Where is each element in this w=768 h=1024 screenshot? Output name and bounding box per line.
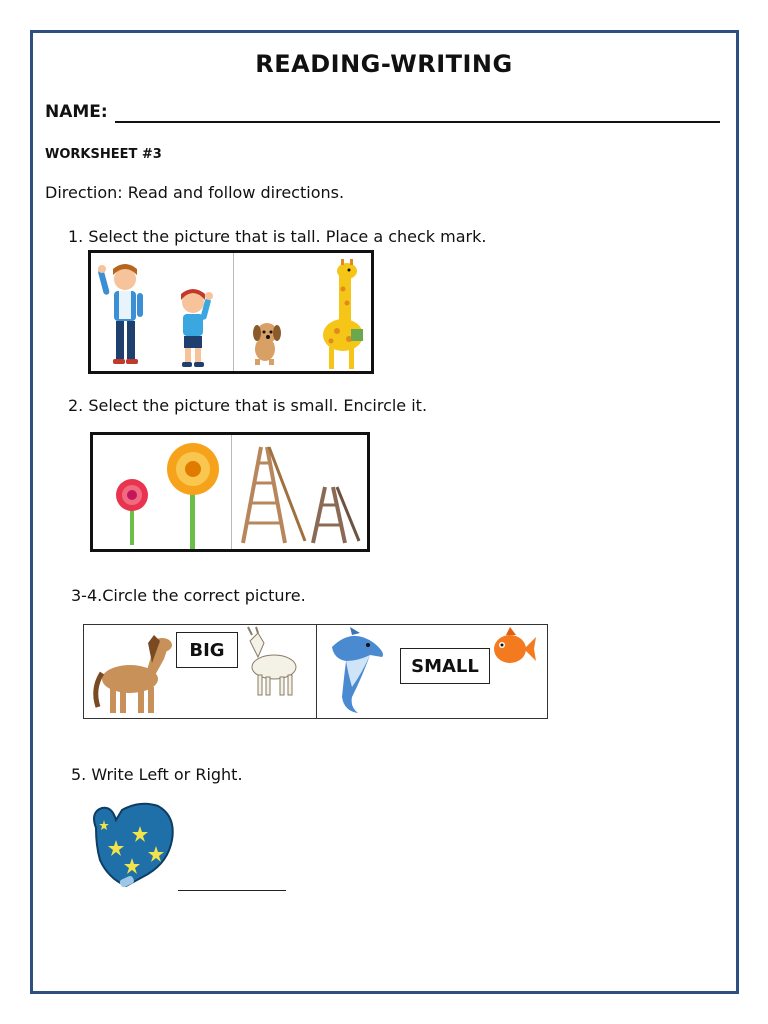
name-input-line[interactable]	[115, 121, 720, 123]
question-2: 2. Select the picture that is small. Encircle it.	[68, 396, 428, 415]
short-ladder-icon[interactable]	[311, 485, 363, 545]
q1-divider	[233, 253, 234, 371]
short-boy-icon[interactable]	[171, 288, 217, 370]
question-5: 5. Write Left or Right.	[71, 765, 243, 784]
small-label: SMALL	[400, 648, 490, 684]
big-label: BIG	[176, 632, 238, 668]
q34-divider	[316, 625, 317, 718]
worksheet-number: WORKSHEET #3	[45, 147, 162, 162]
goat-icon[interactable]	[244, 627, 304, 699]
question-1: 1. Select the picture that is tall. Place a check mark.	[68, 227, 487, 246]
q1-picture-box	[88, 250, 374, 374]
tall-ladder-icon[interactable]	[239, 445, 309, 545]
big-flower-icon[interactable]	[163, 441, 223, 549]
question-3-4: 3-4.Circle the correct picture.	[71, 586, 306, 605]
q2-picture-box	[90, 432, 370, 552]
direction-text: Direction: Read and follow directions.	[45, 183, 345, 202]
name-label: NAME:	[45, 102, 108, 122]
giraffe-icon[interactable]	[317, 259, 371, 371]
answer-line[interactable]	[178, 890, 286, 891]
fish-icon[interactable]	[490, 627, 536, 669]
tall-boy-icon[interactable]	[99, 263, 149, 371]
page-title: READING-WRITING	[255, 50, 513, 78]
small-flower-icon[interactable]	[110, 477, 154, 547]
horse-icon[interactable]	[90, 629, 176, 717]
dolphin-icon[interactable]	[322, 627, 392, 717]
name-row	[45, 102, 720, 128]
oven-mitt-icon[interactable]	[86, 800, 178, 892]
puppy-icon[interactable]	[247, 321, 287, 367]
q2-divider	[231, 435, 232, 549]
